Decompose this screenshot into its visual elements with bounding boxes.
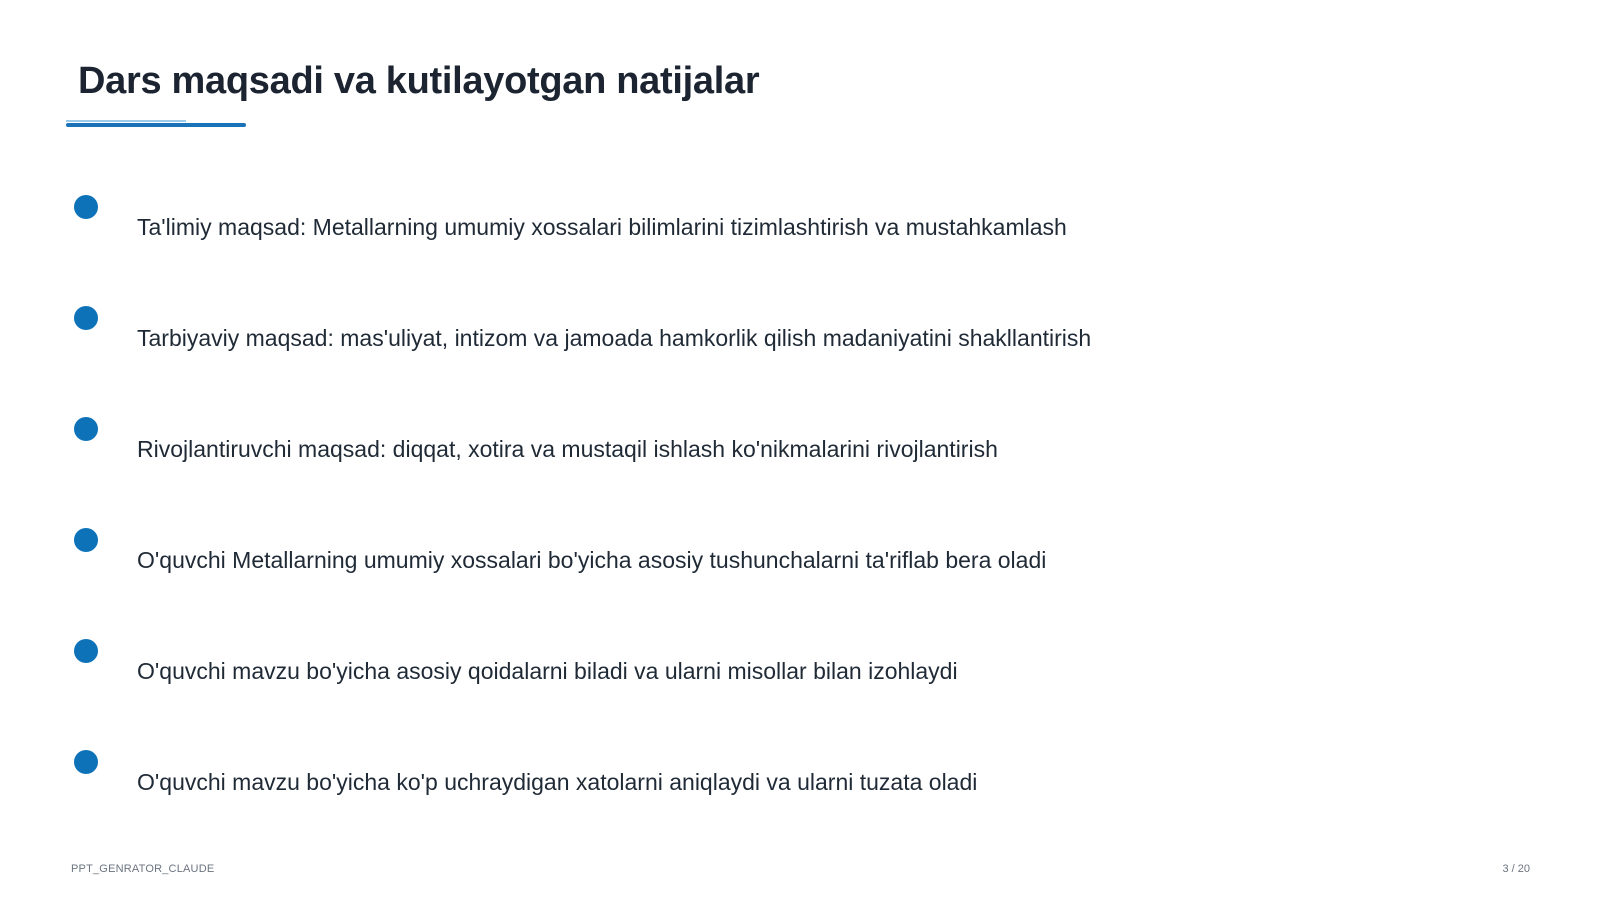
list-item — [0, 750, 1600, 830]
page-indicator: 3 / 20 — [1502, 863, 1530, 875]
bullet-dot-icon — [74, 306, 98, 330]
bullet-dot-icon — [74, 639, 98, 663]
list-item — [0, 639, 1600, 719]
footer-brand: PPT_GENRATOR_CLAUDE — [71, 863, 215, 875]
bullet-dot-icon — [74, 417, 98, 441]
bullet-text: O'quvchi mavzu bo'yicha ko'p uchraydigan xatolarni aniqlaydi va ularni tuzata oladi — [137, 769, 978, 795]
list-item — [0, 306, 1600, 386]
list-item — [0, 417, 1600, 497]
bullet-dot-icon — [74, 195, 98, 219]
bullet-text: Ta'limiy maqsad: Metallarning umumiy xossalari bilimlarini tizimlashtirish va mustahkamlash — [137, 214, 1067, 240]
slide-title: Dars maqsadi va kutilayotgan natijalar — [78, 60, 760, 102]
bullet-text: O'quvchi mavzu bo'yicha asosiy qoidalarni biladi va ularni misollar bilan izohlaydi — [137, 658, 958, 684]
list-item — [0, 528, 1600, 608]
bullet-text: O'quvchi Metallarning umumiy xossalari bo'yicha asosiy tushunchalarni ta'riflab bera oladi — [137, 547, 1047, 573]
bullet-text: Tarbiyaviy maqsad: mas'uliyat, intizom va jamoada hamkorlik qilish madaniyatini shakllantirish — [137, 325, 1092, 351]
list-item — [0, 195, 1600, 275]
bullet-text: Rivojlantiruvchi maqsad: diqqat, xotira va mustaqil ishlash ko'nikmalarini rivojlantirish — [137, 436, 998, 462]
bullet-dot-icon — [74, 528, 98, 552]
bullet-dot-icon — [74, 750, 98, 774]
